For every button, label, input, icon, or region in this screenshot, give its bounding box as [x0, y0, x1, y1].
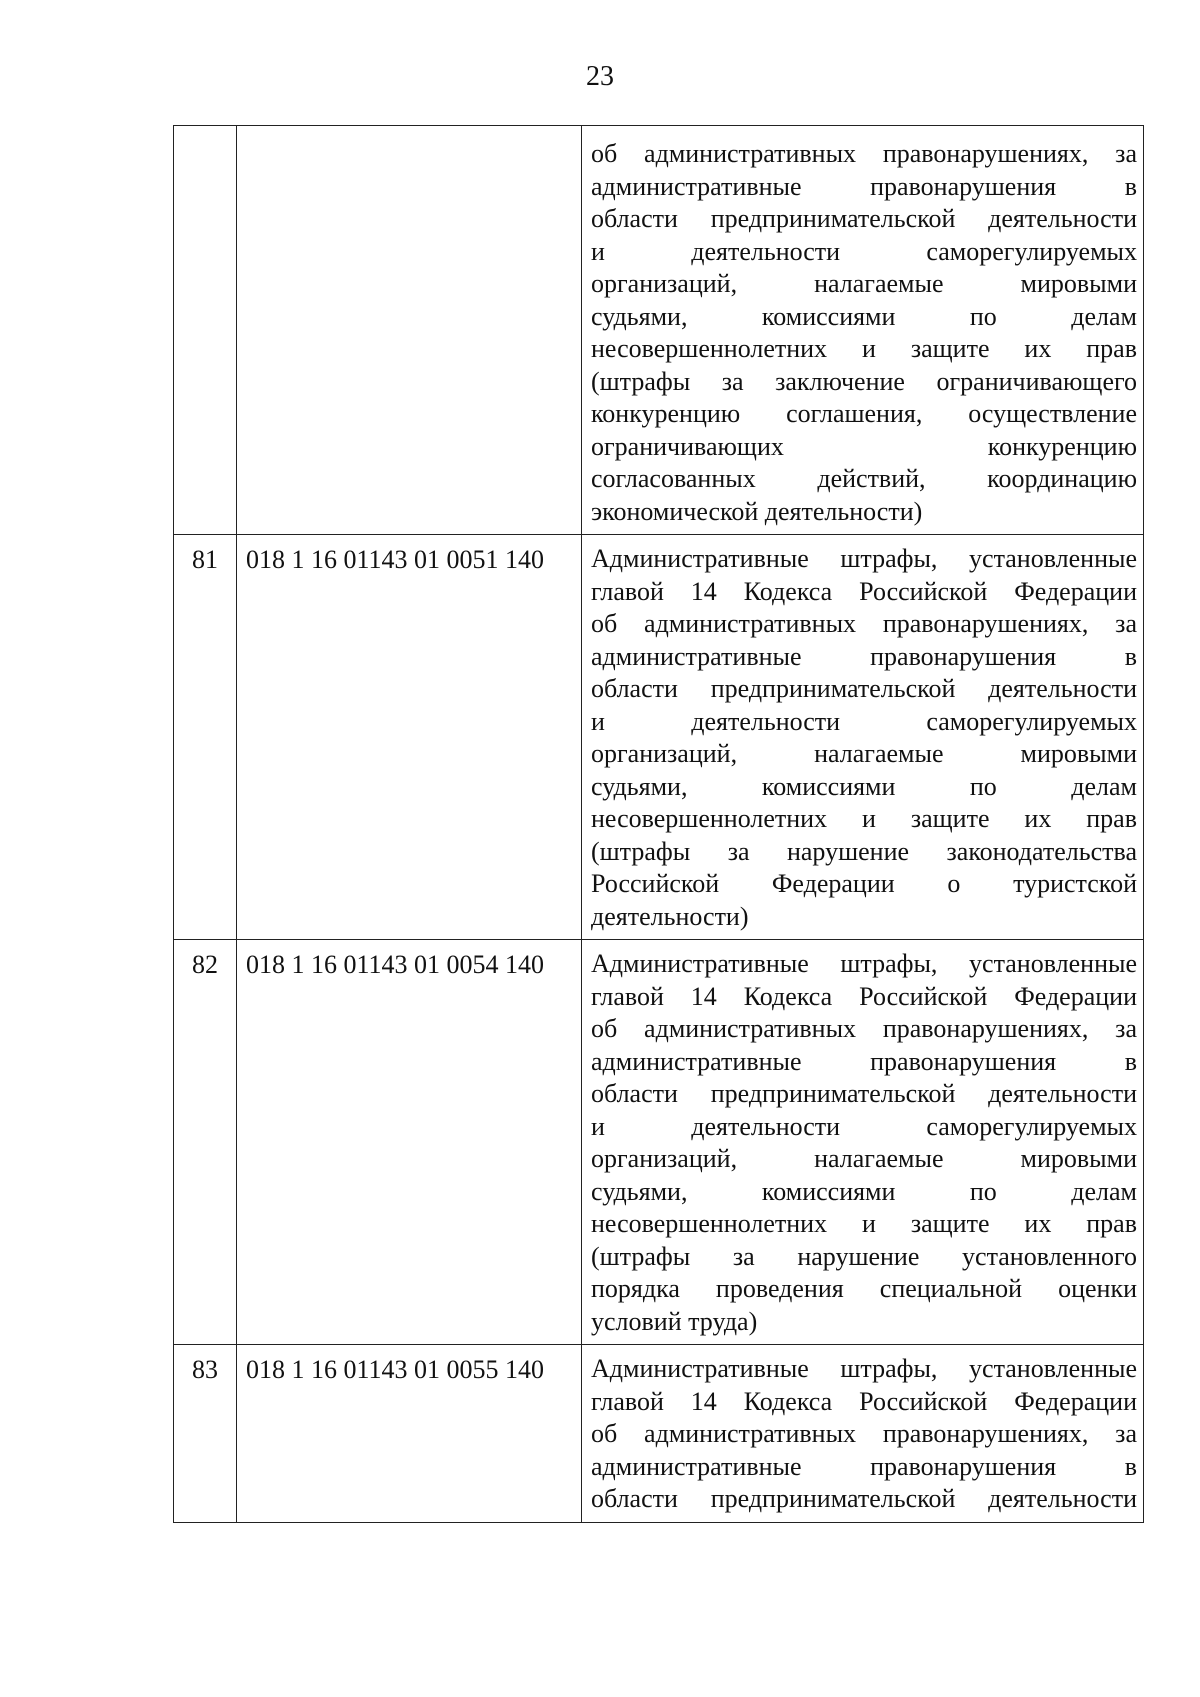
description-line: Административные штрафы, установленные	[591, 1354, 1137, 1383]
description-line: согласованных действий, координацию	[591, 464, 1137, 493]
budget-codes-table	[173, 125, 1144, 1523]
description-line: экономической деятельности)	[591, 496, 923, 526]
budget-code: 018 1 16 01143 01 0055 140	[237, 1345, 582, 1523]
description-line: и деятельности саморегулируемых	[591, 1111, 1137, 1141]
description-line: несовершеннолетних и защите их прав	[591, 804, 1137, 833]
description-line: главой 14 Кодекса Российской Федерации	[591, 1386, 1137, 1416]
row-number: 82	[174, 940, 237, 1345]
description-line: (штрафы за нарушение установленного	[591, 1241, 1137, 1271]
description-line: области предпринимательской деятельности	[591, 1484, 1137, 1513]
table-row	[174, 126, 1144, 535]
row-number	[174, 126, 237, 535]
description-line: административные правонарушения в	[591, 171, 1137, 201]
description-line: административные правонарушения в	[591, 1046, 1137, 1076]
page-number: 23	[586, 61, 614, 92]
row-description	[582, 535, 1144, 940]
description-line: области предпринимательской деятельности	[591, 674, 1137, 703]
description-line: главой 14 Кодекса Российской Федерации	[591, 981, 1137, 1011]
table-row	[174, 535, 1144, 940]
description-line: об административных правонарушениях, за	[591, 1419, 1137, 1448]
description-line: об административных правонарушениях, за	[591, 609, 1137, 638]
description-line: об административных правонарушениях, за	[591, 1014, 1137, 1043]
table-row	[174, 1345, 1144, 1523]
description-line: организаций, налагаемые мировыми	[591, 1144, 1137, 1173]
description-line: главой 14 Кодекса Российской Федерации	[591, 576, 1137, 606]
budget-code: 018 1 16 01143 01 0054 140	[237, 940, 582, 1345]
description-line: области предпринимательской деятельности	[591, 204, 1137, 233]
description-line: порядка проведения специальной оценки	[591, 1274, 1137, 1303]
description-line: административные правонарушения в	[591, 641, 1137, 671]
description-line: ограничивающих конкуренцию	[591, 431, 1137, 461]
description-line: организаций, налагаемые мировыми	[591, 269, 1137, 298]
description-line: административные правонарушения в	[591, 1451, 1137, 1481]
description-line: организаций, налагаемые мировыми	[591, 739, 1137, 768]
description-line: Административные штрафы, установленные	[591, 949, 1137, 978]
row-number: 81	[174, 535, 237, 940]
budget-code	[237, 126, 582, 535]
row-number: 83	[174, 1345, 237, 1523]
row-description	[582, 126, 1144, 535]
description-line: условий труда)	[591, 1306, 758, 1336]
description-line: судьями, комиссиями по делам	[591, 1176, 1137, 1206]
table-row	[174, 940, 1144, 1345]
description-line: Административные штрафы, установленные	[591, 544, 1137, 573]
table-body	[174, 126, 1144, 1523]
description-line: (штрафы за заключение ограничивающего	[591, 366, 1137, 396]
description-line: конкуренцию соглашения, осуществление	[591, 399, 1137, 428]
description-line: несовершеннолетних и защите их прав	[591, 334, 1137, 363]
description-line: и деятельности саморегулируемых	[591, 236, 1137, 266]
row-description	[582, 940, 1144, 1345]
description-line: об административных правонарушениях, за	[591, 139, 1137, 168]
description-line: деятельности)	[591, 901, 749, 931]
description-line: (штрафы за нарушение законодательства	[591, 836, 1137, 866]
description-line: и деятельности саморегулируемых	[591, 706, 1137, 736]
description-line: несовершеннолетних и защите их прав	[591, 1209, 1137, 1238]
description-line: области предпринимательской деятельности	[591, 1079, 1137, 1108]
description-line: судьями, комиссиями по делам	[591, 771, 1137, 801]
description-line: Российской Федерации о туристской	[591, 869, 1137, 898]
row-description	[582, 1345, 1144, 1523]
budget-code: 018 1 16 01143 01 0051 140	[237, 535, 582, 940]
description-line: судьями, комиссиями по делам	[591, 301, 1137, 331]
